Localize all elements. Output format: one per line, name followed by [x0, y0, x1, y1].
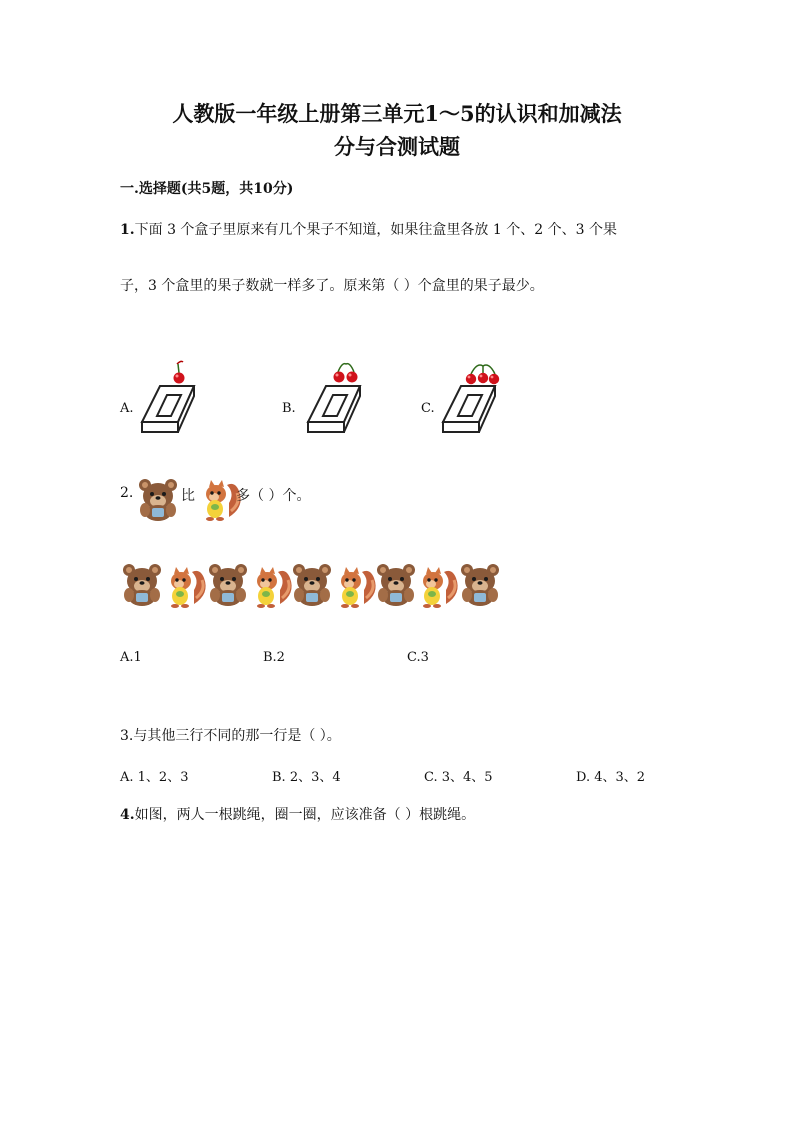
bear-icon [290, 562, 334, 606]
q3-option-a[interactable]: A. 1、2、3 [120, 770, 189, 785]
question-1-text-1: 下面 3 个盒子里原来有几个果子不知道，如果往盒里各放 1 个、2 个、3 个果 [134, 222, 617, 238]
squirrel-icon [250, 564, 294, 608]
box-with-1-cherry-icon [136, 358, 206, 434]
question-1-line-1 [120, 219, 617, 239]
bear-icon [374, 562, 418, 606]
q2-option-c[interactable]: C.3 [407, 650, 429, 665]
question-4 [120, 804, 475, 824]
q1-option-c-label[interactable]: C. [421, 401, 435, 416]
question-3-text: 与其他三行不同的那一行是（ ）。 [133, 728, 341, 744]
q1-option-a-label[interactable]: A. [120, 401, 134, 416]
bear-icon [458, 562, 502, 606]
bear-icon [206, 562, 250, 606]
squirrel-icon [416, 564, 460, 608]
squirrel-icon [164, 564, 208, 608]
bear-icon [120, 562, 164, 606]
question-4-number: 4. [120, 807, 135, 823]
squirrel-icon [334, 564, 378, 608]
q2-option-a[interactable]: A.1 [120, 650, 142, 665]
question-1-line-2: 子，3 个盒里的果子数就一样多了。原来第（ ）个盒里的果子最少。 [120, 278, 544, 294]
page-subtitle: 分与合测试题 [334, 134, 460, 159]
bear-icon [136, 477, 180, 521]
question-2-number: 2. [120, 485, 134, 501]
q2-option-b[interactable]: B.2 [263, 650, 285, 665]
word-bi: 比 [181, 488, 195, 504]
animal-row [120, 562, 520, 608]
box-with-2-cherries-icon [302, 358, 372, 434]
section-header: 一.选择题(共5题，共10分) [120, 181, 294, 197]
word-duo: 多（ ）个。 [236, 488, 311, 504]
page-title: 人教版一年级上册第三单元1～5的认识和加减法 [172, 101, 622, 126]
q1-option-b-label[interactable]: B. [282, 401, 296, 416]
box-with-3-cherries-icon [437, 358, 507, 434]
q3-option-c[interactable]: C. 3、4、5 [424, 770, 493, 785]
question-3 [120, 725, 341, 745]
q3-option-b[interactable]: B. 2、3、4 [272, 770, 341, 785]
q3-option-d[interactable]: D. 4、3、2 [576, 770, 646, 785]
question-4-text: 如图，两人一根跳绳，圈一圈，应该准备（ ）根跳绳。 [134, 807, 476, 823]
question-3-number: 3. [120, 728, 134, 744]
question-1-number: 1. [120, 222, 135, 238]
